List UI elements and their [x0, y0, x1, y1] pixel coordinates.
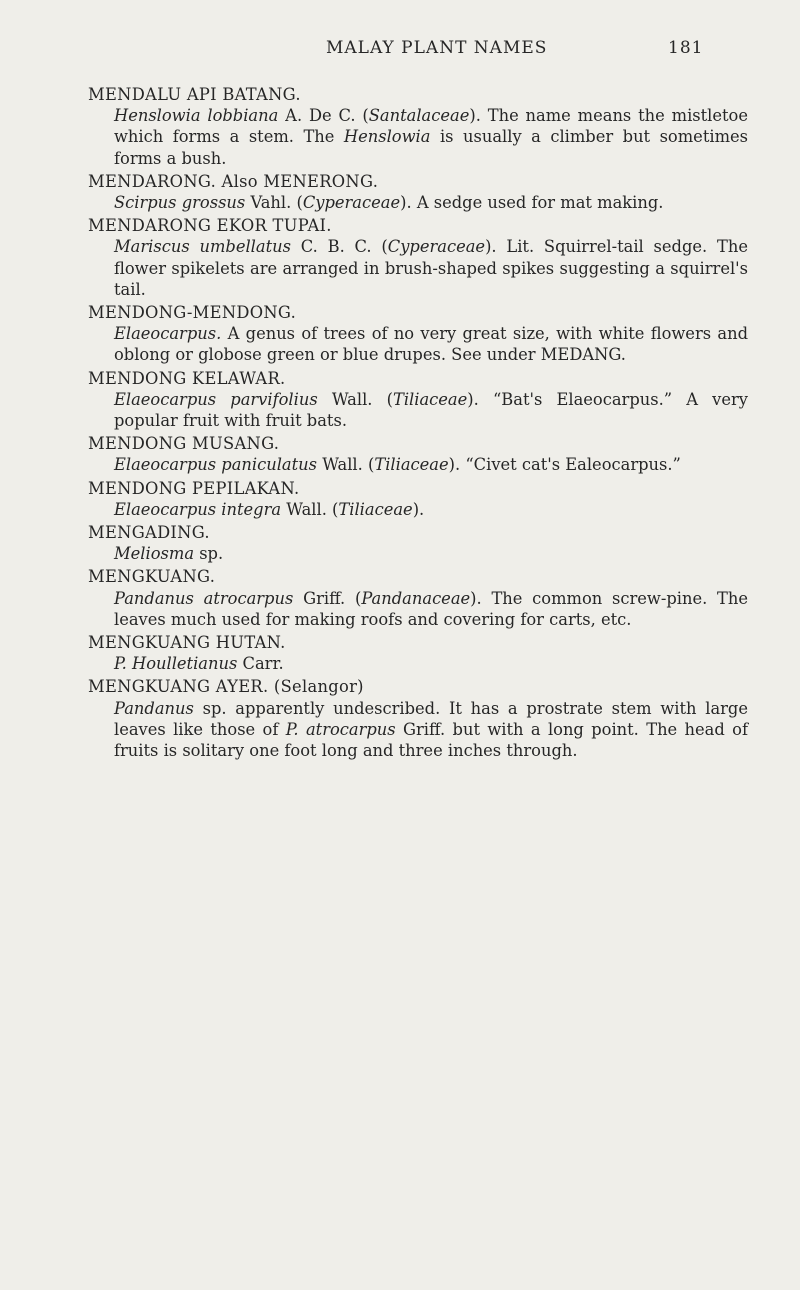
entry-description [88, 653, 748, 674]
scientific-name: Santalaceae [368, 106, 470, 126]
page-number: 181 [668, 38, 704, 58]
entry-headword: MENDONG-MENDONG. [88, 303, 297, 323]
entry-description [88, 588, 748, 630]
dictionary-entry [88, 368, 748, 432]
scientific-name: Tiliaceae [338, 499, 413, 519]
description-text: ). “Bat's Elaeocarpus.” A very popular fruit with fruit bats. [114, 389, 748, 431]
description-text: Griff. but with a long point. The head of fruits is solitary one foot long and three inches through. [114, 719, 748, 761]
entry-headword: MENGADING. [88, 523, 210, 543]
scientific-name: Pandanus [114, 698, 194, 718]
description-text: Vahl. ( [245, 193, 303, 213]
description-text: ). [412, 499, 425, 519]
description-text: ). A sedge used for mat making. [400, 193, 664, 213]
scientific-name: Cyperaceae [302, 193, 401, 213]
dictionary-entry [88, 84, 748, 169]
entry-description [88, 698, 748, 762]
scientific-name: Mariscus umbellatus [114, 237, 291, 257]
entry-headword: MENDALU API BATANG. [88, 85, 301, 104]
scientific-name: Henslowia lobbiana [114, 106, 279, 126]
entry-description [88, 389, 748, 431]
description-text: Wall. ( [317, 389, 393, 409]
dictionary-entry [88, 478, 748, 520]
scientific-name: Scirpus grossus [114, 193, 246, 213]
entry-headword: MENGKUANG HUTAN. [88, 633, 286, 653]
description-text: ). The name means the mistletoe which forms a stem. The [114, 106, 748, 147]
description-text: is usually a climber but sometimes forms a bush. [114, 127, 748, 168]
scientific-name: Henslowia [343, 127, 431, 147]
entry-headword: MENDONG PEPILAKAN. [88, 478, 300, 498]
description-text: Griff. ( [293, 588, 362, 608]
dictionary-entry [88, 302, 748, 366]
scientific-name: Elaeocarpus paniculatus [114, 455, 318, 475]
dictionary-entry [88, 632, 748, 674]
scientific-name: P. Houlletianus [114, 654, 238, 674]
description-text: Carr. [237, 654, 284, 674]
description-text: ). The common screw-pine. The leaves much used for making roofs and covering for carts, etc. [114, 588, 748, 629]
dictionary-entries [88, 84, 748, 763]
description-text: ). “Civet cat's Ealeocarpus.” [448, 455, 681, 475]
dictionary-entry [88, 171, 748, 213]
running-title: MALAY PLANT NAMES [326, 38, 548, 58]
scientific-name: Tiliaceae [392, 389, 468, 409]
dictionary-entry [88, 676, 748, 761]
description-text: sp. apparently undescribed. It has a prostrate stem with large leaves like those of [114, 698, 748, 739]
entry-description [88, 454, 748, 475]
entry-headword: MENGKUANG AYER. (Selangor) [88, 677, 364, 697]
scientific-name: Elaeocarpus integra [114, 499, 282, 519]
entry-headword: MENGKUANG. [88, 567, 216, 587]
description-text: Wall. ( [281, 499, 339, 519]
scientific-name: Elaeocarpus. [114, 324, 222, 344]
entry-headword: MENDARONG. Also MENERONG. [88, 171, 379, 191]
description-text: ). Lit. Squirrel-tail sedge. The flower spikelets are arranged in brush-shaped spikes suggesting a squirrel's tail. [114, 237, 748, 299]
description-text: C. B. C. ( [290, 237, 388, 257]
entry-headword: MENDONG KELAWAR. [88, 368, 286, 388]
entry-description [88, 192, 748, 213]
entry-headword: MENDONG MUSANG. [88, 434, 280, 454]
description-text: A. De C. ( [278, 106, 369, 126]
description-text: sp. [194, 544, 224, 564]
dictionary-entry [88, 522, 748, 564]
dictionary-entry [88, 433, 748, 475]
entry-description [88, 323, 748, 365]
scientific-name: Elaeocarpus parvifolius [114, 389, 318, 409]
dictionary-entry [88, 566, 748, 630]
entry-description [88, 543, 748, 564]
scientific-name: P. atrocarpus [285, 719, 396, 739]
dictionary-entry [88, 215, 748, 300]
entry-headword: MENDARONG EKOR TUPAI. [88, 216, 332, 236]
entry-description [88, 499, 748, 520]
scientific-name: Pandanus atrocarpus [114, 588, 294, 608]
scientific-name: Pandanaceae [361, 588, 471, 608]
scientific-name: Cyperaceae [387, 237, 486, 257]
entry-description [88, 105, 748, 169]
description-text: A genus of trees of no very great size, with white flowers and oblong or globose green or blue drupes. See under MEDANG. [114, 324, 748, 365]
scientific-name: Meliosma [114, 544, 195, 564]
scientific-name: Tiliaceae [374, 455, 449, 475]
entry-description [88, 236, 748, 300]
description-text: Wall. ( [317, 455, 375, 475]
